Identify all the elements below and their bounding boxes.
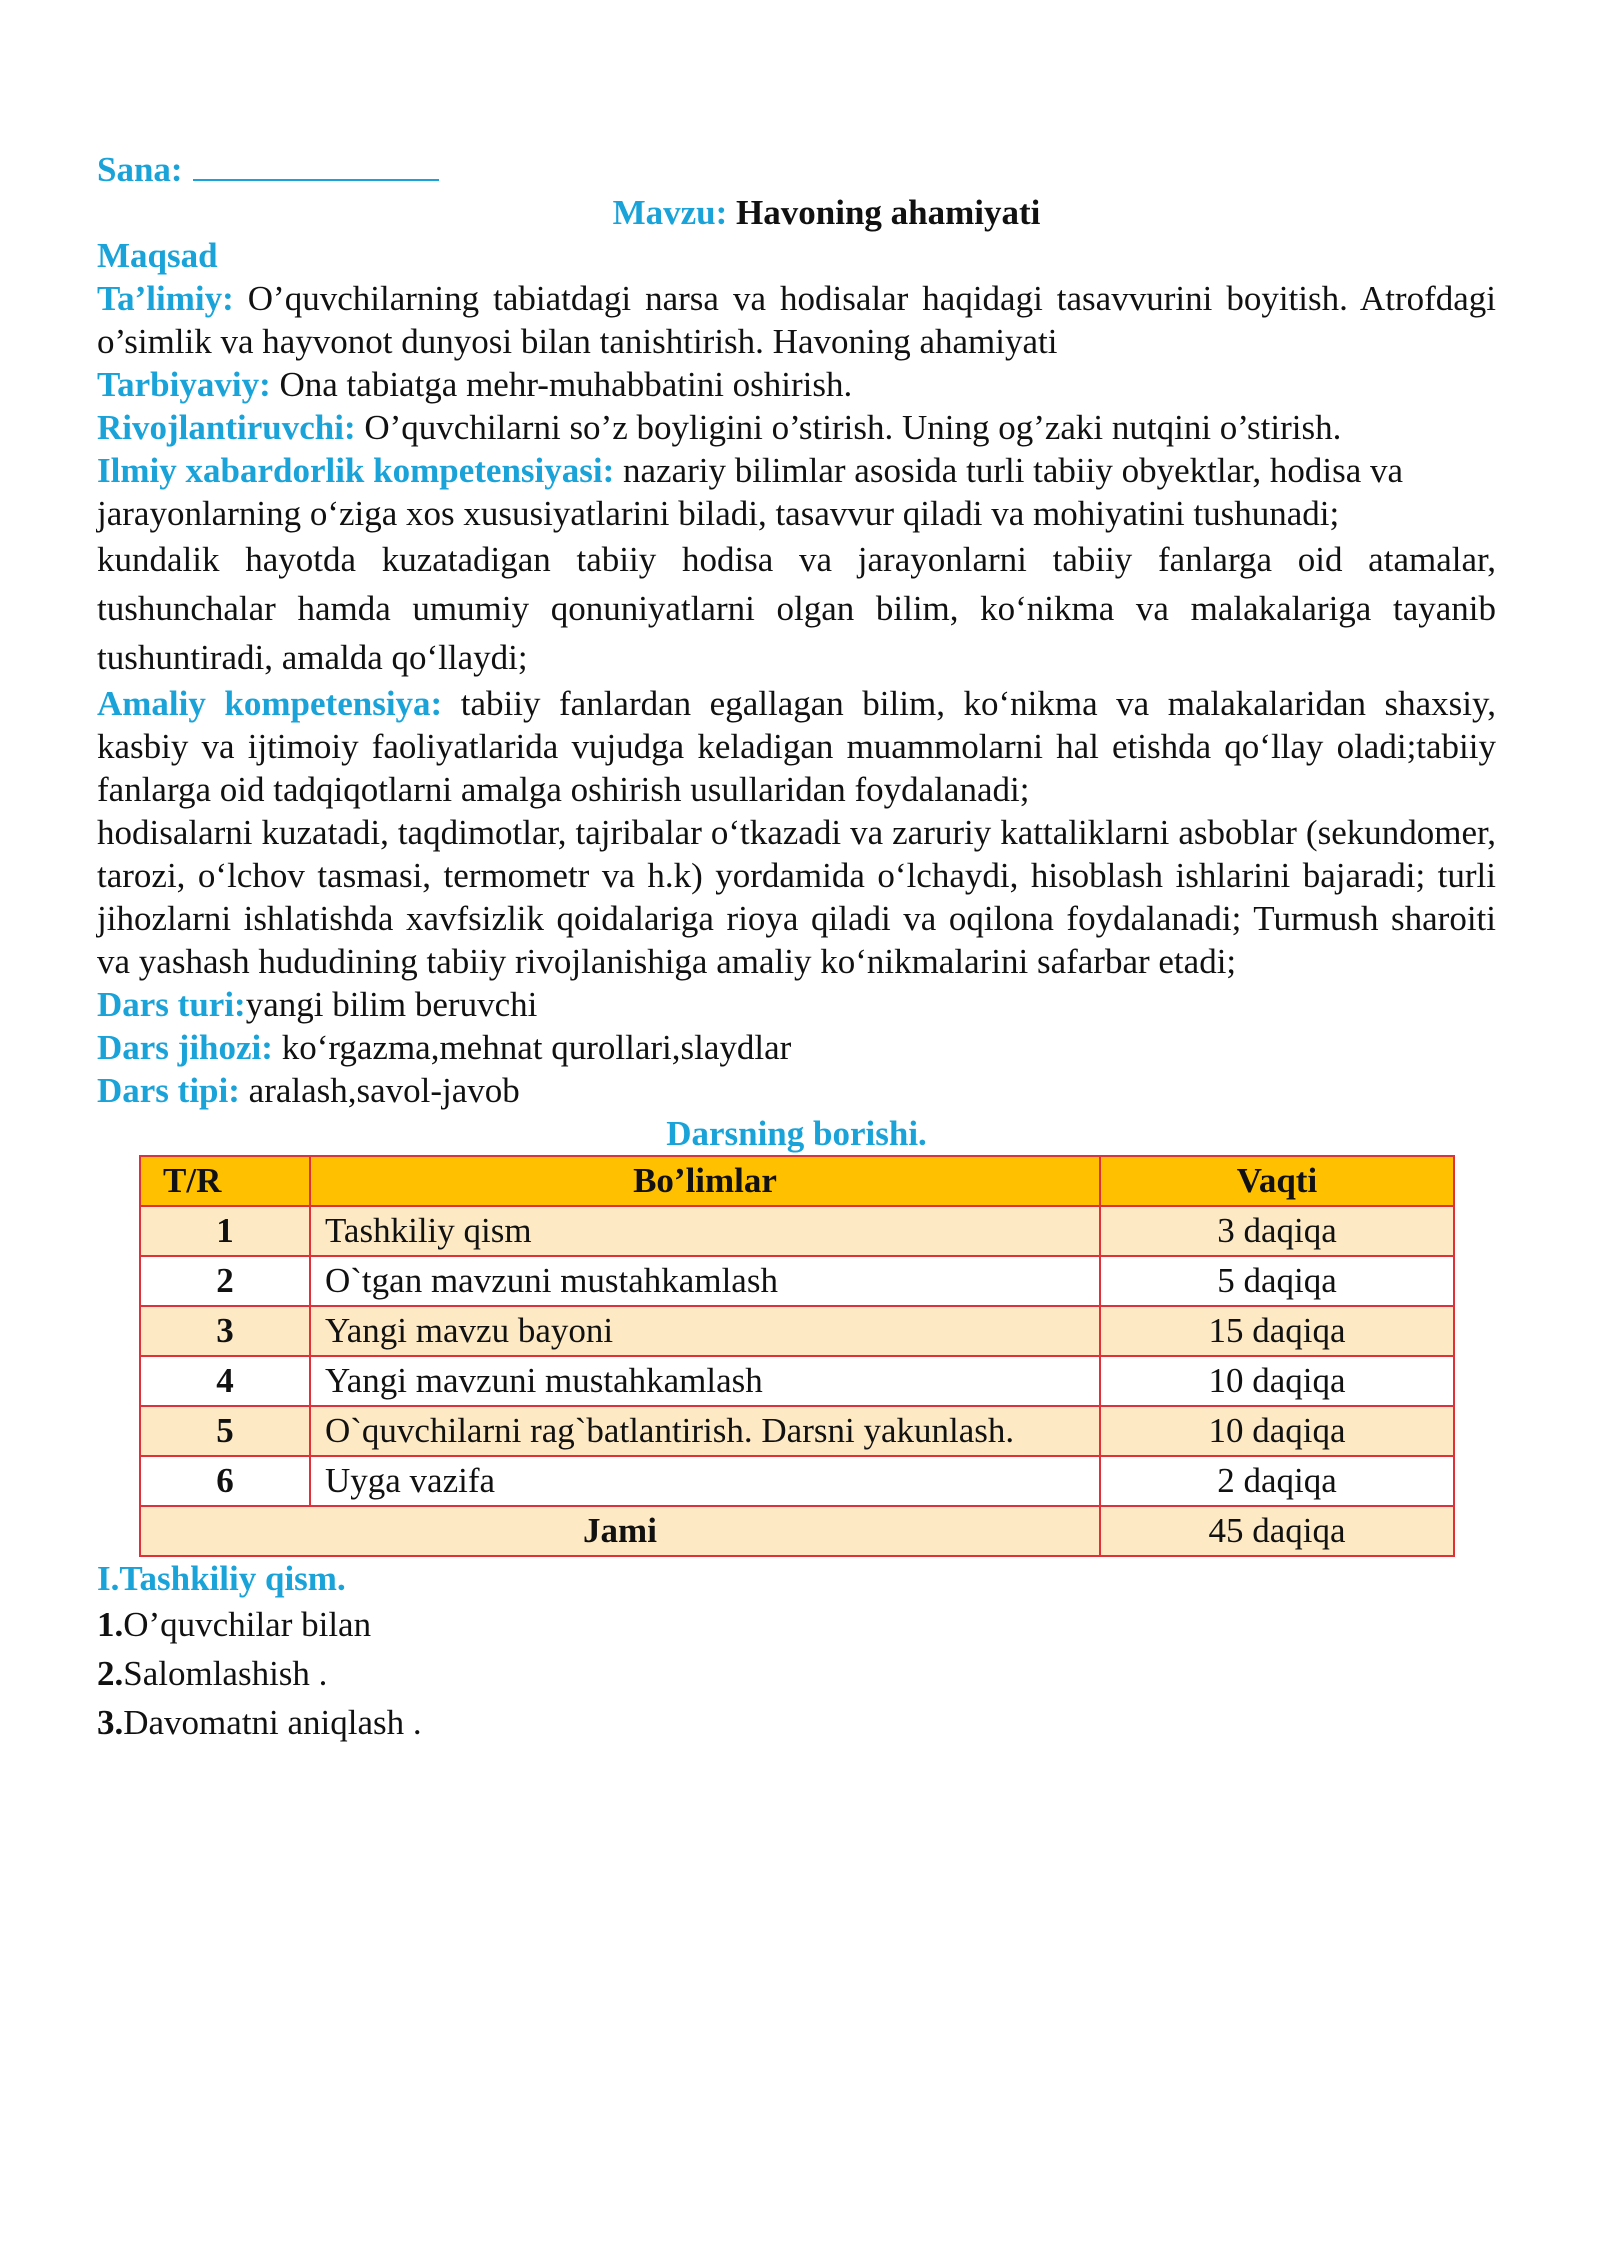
row-section: Yangi mavzuni mustahkamlash [310,1356,1100,1406]
rivojlantiruvchi-text: O’quvchilarni so’z boyligini o’stirish. Uning og’zaki nutqini o’stirish. [364,408,1342,447]
table-row [140,1456,1454,1506]
row-time: 15 daqiqa [1100,1306,1454,1356]
mavzu-line [97,191,1496,234]
row-time: 10 daqiqa [1100,1406,1454,1456]
list-item-number: 1. [97,1605,124,1644]
list-item-number: 3. [97,1703,124,1742]
dars-tipi-value: aralash,savol-javob [248,1071,520,1110]
list-item-text: Davomatni aniqlash . [123,1703,422,1742]
rivojlantiruvchi-paragraph [97,406,1496,449]
table-row [140,1356,1454,1406]
row-number: 5 [140,1406,310,1456]
dars-tipi-label: Dars tipi: [97,1071,240,1110]
amaliy-paragraph [97,682,1496,811]
dars-jihozi-line [97,1026,1496,1069]
ilmiy-paragraph [97,449,1496,535]
lesson-plan-table [139,1155,1455,1557]
sana-line [97,148,1496,191]
amaliy-label: Amaliy kompetensiya: [97,684,443,723]
table-row [140,1406,1454,1456]
section1-title: I.Tashkiliy qism. [97,1559,346,1598]
table-row [140,1206,1454,1256]
tarbiyaviy-text: Ona tabiatga mehr-muhabbatini oshirish. [279,365,853,404]
row-number: 4 [140,1356,310,1406]
mavzu-value: Havoning ahamiyati [736,193,1041,232]
table-header-row [140,1156,1454,1206]
talimiy-label: Ta’limiy: [97,279,234,318]
header-vaqti: Vaqti [1100,1156,1454,1206]
tarbiyaviy-paragraph [97,363,1496,406]
row-time: 10 daqiqa [1100,1356,1454,1406]
talimiy-paragraph [97,277,1496,363]
sana-blank [193,149,439,181]
header-tr: T/R [140,1156,310,1206]
plan-title: Darsning borishi. [666,1114,927,1153]
table-row [140,1256,1454,1306]
dars-jihozi-value: ko‘rgazma,mehnat qurollari,slaydlar [281,1028,792,1067]
list-item [97,1649,1496,1698]
ilmiy-paragraph-2: kundalik hayotda kuzatadigan tabiiy hodisa va jarayonlarni tabiiy fanlarga oid atamalar, tushunchalar hamda umumiy qonuniyatlarni olgan bilim, ko‘nikma va malakalariga tayanib tushuntiradi, amalda qo‘llaydi; [97,540,1496,677]
dars-turi-value: yangi bilim beruvchi [245,985,538,1024]
talimiy-text: O’quvchilarning tabiatdagi narsa va hodisalar haqidagi tasavvurini boyitish. Atrofdagi o’simlik va hayvonot dunyosi bilan tanishtirish. Havoning ahamiyati [97,279,1496,361]
total-label: Jami [140,1506,1100,1556]
row-time: 2 daqiqa [1100,1456,1454,1506]
list-item-number: 2. [97,1654,124,1693]
list-item [97,1698,1496,1747]
list-item-text: O’quvchilar bilan [123,1605,372,1644]
row-section: O`quvchilarni rag`batlantirish. Darsni yakunlash. [310,1406,1100,1456]
dars-jihozi-label: Dars jihozi: [97,1028,273,1067]
maqsad-heading: Maqsad [97,236,218,275]
dars-turi-line [97,983,1496,1026]
row-number: 1 [140,1206,310,1256]
row-section: Tashkiliy qism [310,1206,1100,1256]
rivojlantiruvchi-label: Rivojlantiruvchi: [97,408,356,447]
list-item [97,1600,1496,1649]
ilmiy-text-1: nazariy bilimlar asosida turli tabiiy obyektlar, hodisa va jarayonlarning o‘ziga xos xususiyatlarini biladi, tasavvur qiladi va mohiyatini tushunadi; [97,451,1404,533]
dars-tipi-line [97,1069,1496,1112]
dars-turi-label: Dars turi: [97,985,246,1024]
table-total-row [140,1506,1454,1556]
row-time: 3 daqiqa [1100,1206,1454,1256]
mavzu-label: Mavzu: [612,193,728,232]
table-row [140,1306,1454,1356]
amaliy-paragraph-2: hodisalarni kuzatadi, taqdimotlar, tajribalar o‘tkazadi va zaruriy kattaliklarni asboblar (sekundomer, tarozi, o‘lchov tasmasi, termometr va h.k) yordamida o‘lchaydi, hisoblash ishlarini bajaradi; turli jihozlarni ishlatishda xavfsizlik qoidalariga rioya qiladi va oqilona foydalanadi; Turmush sharoiti va yashash hududining tabiiy rivojlanishiga amaliy ko‘nikmalarini safarbar etadi; [97,813,1496,981]
row-number: 6 [140,1456,310,1506]
row-time: 5 daqiqa [1100,1256,1454,1306]
header-bolimlar: Bo’limlar [310,1156,1100,1206]
amaliy-text-1: tabiiy fanlardan egallagan bilim, ko‘nikma va malakalaridan shaxsiy, kasbiy va ijtimoiy faoliyatlarida vujudga keladigan muammolarni hal etishda qo‘llay oladi;tabiiy fanlarga oid tadqiqotlarni amalga oshirish usullaridan foydalanadi; [97,684,1496,809]
total-value: 45 daqiqa [1100,1506,1454,1556]
row-section: Uyga vazifa [310,1456,1100,1506]
row-number: 3 [140,1306,310,1356]
list-item-text: Salomlashish . [123,1654,328,1693]
sana-label: Sana: [97,150,183,189]
row-section: Yangi mavzu bayoni [310,1306,1100,1356]
row-number: 2 [140,1256,310,1306]
tarbiyaviy-label: Tarbiyaviy: [97,365,271,404]
row-section: O`tgan mavzuni mustahkamlash [310,1256,1100,1306]
ilmiy-label: Ilmiy xabardorlik kompetensiyasi: [97,451,615,490]
